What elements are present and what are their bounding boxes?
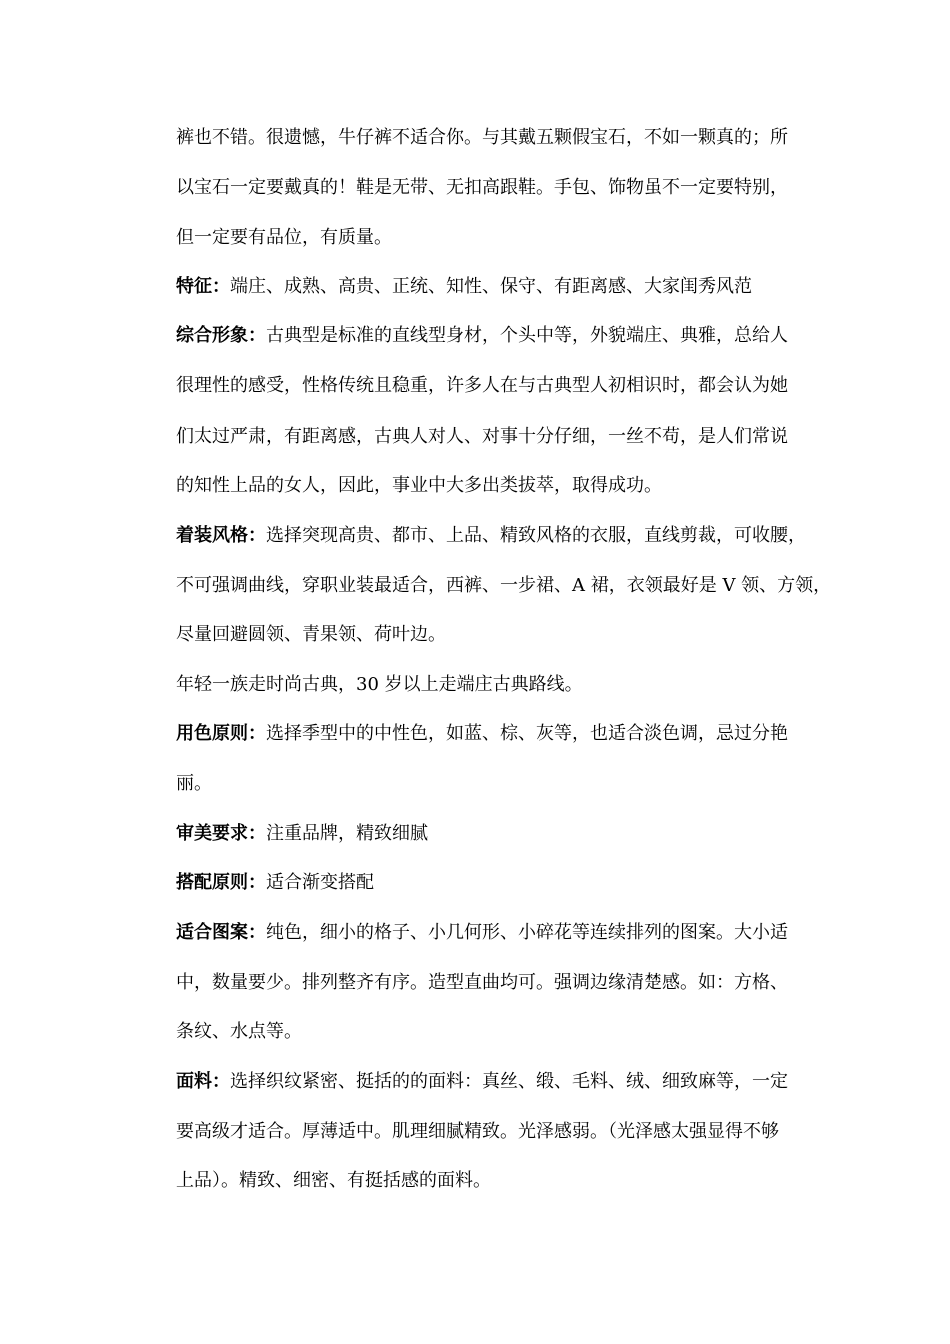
line-text: 们太过严肃，有距离感，古典人对人、对事十分仔细，一丝不苟，是人们常说 bbox=[176, 426, 788, 447]
text-line bbox=[176, 126, 788, 150]
line-label: 用色原则： bbox=[176, 723, 266, 744]
text-line bbox=[176, 921, 788, 945]
line-text: 选择突现高贵、都市、上品、精致风格的衣服，直线剪裁，可收腰， bbox=[266, 525, 806, 546]
line-text: 端庄、成熟、高贵、正统、知性、保守、有距离感、大家闺秀风范 bbox=[230, 276, 752, 297]
line-text: 注重品牌，精致细腻 bbox=[266, 823, 428, 844]
text-line bbox=[176, 673, 583, 697]
line-text: 的知性上品的女人，因此，事业中大多出类拔萃，取得成功。 bbox=[176, 475, 662, 496]
text-line bbox=[176, 1020, 302, 1044]
line-text: 选择季型中的中性色，如蓝、棕、灰等，也适合淡色调，忌过分艳 bbox=[266, 723, 788, 744]
line-text: 但一定要有品位，有质量。 bbox=[176, 227, 392, 248]
line-text: 很理性的感受，性格传统且稳重，许多人在与古典型人初相识时，都会认为她 bbox=[176, 375, 788, 396]
text-line bbox=[176, 1120, 779, 1144]
text-line bbox=[176, 524, 806, 548]
line-label: 搭配原则： bbox=[176, 872, 266, 893]
line-text: 要高级才适合。厚薄适中。肌理细腻精致。光泽感弱。（光泽感太强显得不够 bbox=[176, 1121, 779, 1142]
line-text: 丽。 bbox=[176, 773, 212, 794]
text-line bbox=[176, 623, 446, 647]
line-text: 纯色，细小的格子、小几何形、小碎花等连续排列的图案。大小适 bbox=[266, 922, 788, 943]
line-text: 选择织纹紧密、挺括的的面料：真丝、缎、毛料、绒、细致麻等，一定 bbox=[230, 1071, 788, 1092]
text-line bbox=[176, 574, 831, 598]
line-text: 条纹、水点等。 bbox=[176, 1021, 302, 1042]
text-line bbox=[176, 176, 788, 200]
line-text: 裤也不错。很遗憾，牛仔裤不适合你。与其戴五颗假宝石，不如一颗真的；所 bbox=[176, 127, 788, 148]
line-text: 尽量回避圆领、青果领、荷叶边。 bbox=[176, 624, 446, 645]
text-line bbox=[176, 1070, 788, 1094]
line-text: 不可强调曲线，穿职业装最适合，西裤、一步裙、A 裙，衣领最好是 V 领、方领， bbox=[176, 575, 832, 596]
text-line bbox=[176, 871, 374, 895]
line-text: 上品）。精致、细密、有挺括感的面料。 bbox=[176, 1170, 491, 1191]
text-line bbox=[176, 971, 788, 995]
line-text: 中，数量要少。排列整齐有序。造型直曲均可。强调边缘清楚感。如：方格、 bbox=[176, 972, 788, 993]
text-line bbox=[176, 275, 752, 299]
line-text: 适合渐变搭配 bbox=[266, 872, 374, 893]
text-line bbox=[176, 474, 662, 498]
text-line bbox=[176, 374, 788, 398]
line-label: 审美要求： bbox=[176, 823, 266, 844]
line-label: 特征： bbox=[176, 276, 230, 297]
text-line bbox=[176, 822, 428, 846]
text-line bbox=[176, 226, 392, 250]
line-label: 综合形象： bbox=[176, 325, 266, 346]
line-text: 年轻一族走时尚古典，30 岁以上走端庄古典路线。 bbox=[176, 674, 583, 695]
line-text: 古典型是标准的直线型身材，个头中等，外貌端庄、典雅，总给人 bbox=[266, 325, 788, 346]
text-line bbox=[176, 722, 788, 746]
text-line bbox=[176, 1169, 491, 1193]
line-label: 着装风格： bbox=[176, 525, 266, 546]
line-text: 以宝石一定要戴真的！鞋是无带、无扣高跟鞋。手包、饰物虽不一定要特别， bbox=[176, 177, 788, 198]
line-label: 面料： bbox=[176, 1071, 230, 1092]
text-line bbox=[176, 772, 212, 796]
line-label: 适合图案： bbox=[176, 922, 266, 943]
text-line bbox=[176, 425, 788, 449]
text-line bbox=[176, 324, 788, 348]
